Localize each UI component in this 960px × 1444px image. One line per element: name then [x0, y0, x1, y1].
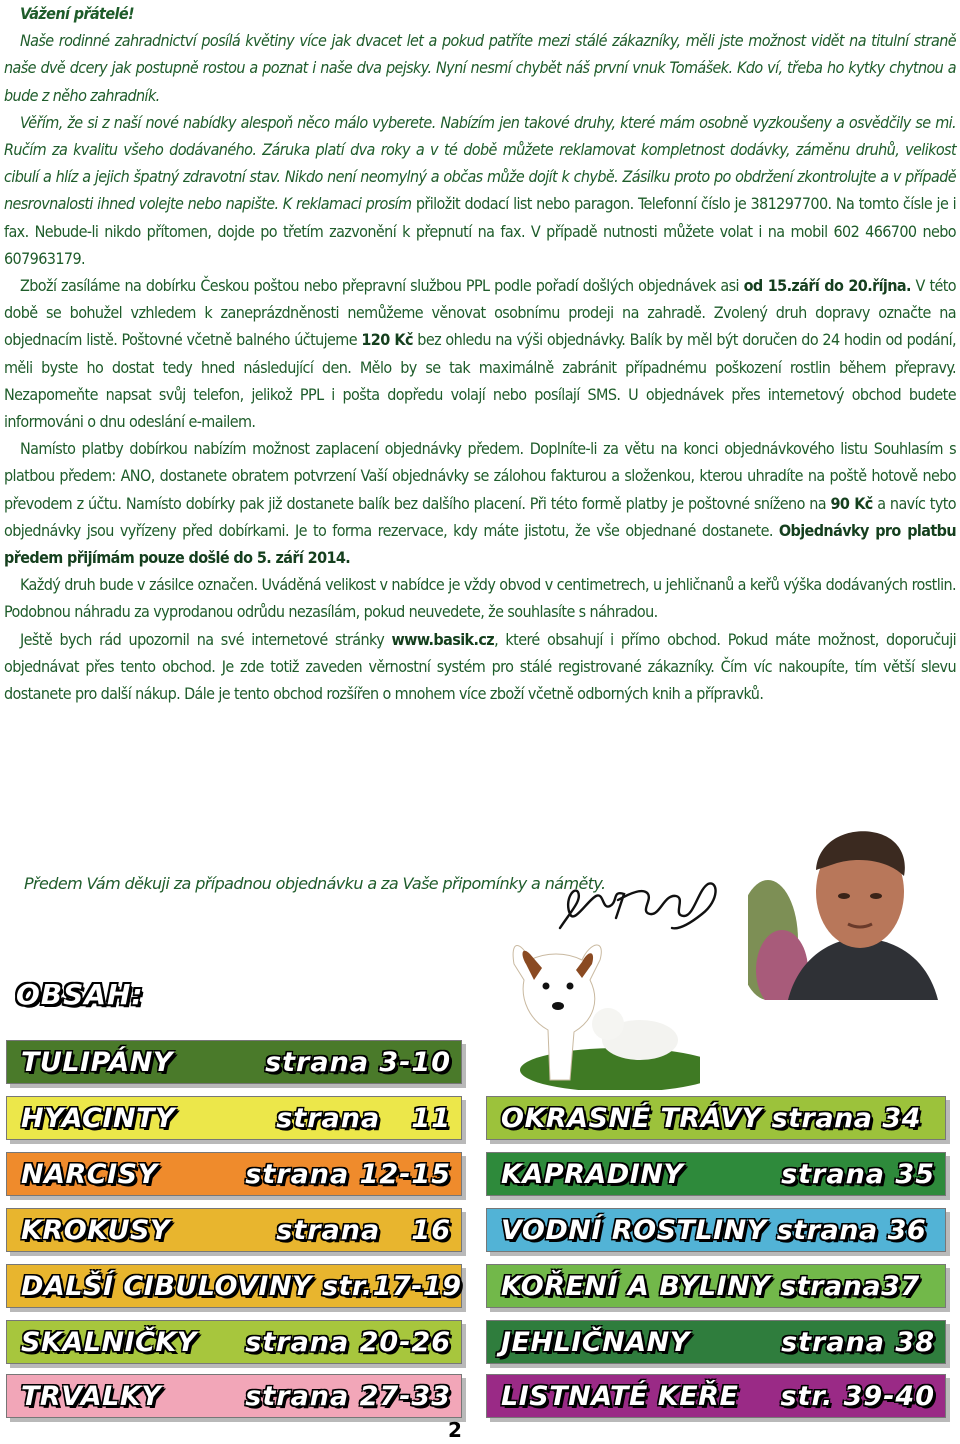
toc-section-name: OKRASNÉ TRÁVY strana 34	[501, 1102, 921, 1134]
contents-title: OBSAH:	[16, 978, 144, 1011]
toc-page-ref: strana 27-33	[245, 1380, 451, 1412]
toc-item-left-5[interactable]	[6, 1320, 462, 1364]
paragraph-prepayment	[4, 435, 956, 571]
prepay-text-b: a navíc tyto objednávky jsou vyřízeny před dobírkami. Je to forma rezervace, kdy máte jistotu, že vše objednané dostanete.	[4, 493, 956, 540]
toc-section-name: JEHLIČNANY	[501, 1326, 690, 1358]
letter-body	[4, 0, 956, 707]
toc-section-name: KAPRADINY	[501, 1158, 684, 1190]
portrait-photo	[748, 820, 948, 1000]
shipping-text-c: bez ohledu na výši objednávky. Balík by měl být doručen do 24 hodin od podání, měli byste ho dostat tedy hned následující den. Mělo by se tak maximálně zabránit případnému poškození rostlin během přepravy. Nezapomeňte napsat svůj telefon, jelikož PPL i pošta dopředu volají nebo posílají SMS. U objednávek přes internetový obchod budete informováni o dnu odeslání e-mailem.	[4, 330, 956, 432]
toc-item-left-3[interactable]	[6, 1208, 462, 1252]
toc-page-ref: strana 20-26	[245, 1326, 451, 1358]
closing-line: Předem Vám děkuji za případnou objednávku a za Vaše připomínky a náměty.	[24, 874, 606, 893]
shipping-price: 120 Kč	[361, 330, 413, 350]
dogs-photo	[490, 920, 700, 1090]
toc-item-right-4[interactable]	[486, 1320, 946, 1364]
toc-item-left-2[interactable]	[6, 1152, 462, 1196]
toc-section-name: TULIPÁNY	[21, 1046, 173, 1078]
toc-section-name: KOŘENÍ A BYLINY strana37	[501, 1270, 920, 1302]
toc-section-name: KROKUSY	[21, 1214, 171, 1246]
shipping-text-b: V této době se bohužel vzhledem k zaneprázdněnosti nemůžeme věnovat osobnímu prodeji na zahradě. Zvolený druh dopravy označte na objednacím listě. Poštovné včetně balného účtujeme	[4, 276, 956, 350]
paragraph-warranty	[4, 109, 956, 272]
toc-section-name: DALŠÍ CIBULOVINY str.17-19	[21, 1270, 462, 1302]
website-text-a: Ještě bych rád upozornil na své internetové stránky	[20, 629, 392, 649]
toc-page-ref: strana 35	[781, 1158, 935, 1190]
website-link[interactable]: www.basik.cz	[391, 629, 495, 649]
toc-page-ref: strana 12-15	[245, 1158, 451, 1190]
paragraph-family: Naše rodinné zahradnictví posílá květiny více jak dvacet let a pokud patříte mezi stálé zákazníky, měli jste možnost vidět na titulní straně naše dvě dcery jak postupně rostou a poznat i naše dva pejsky. Nyní nesmí chybět náš první vnuk Tomášek. Kdo ví, třeba ho kytky chytnou a bude z něho zahradník.	[4, 31, 956, 105]
toc-item-right-3[interactable]	[486, 1264, 946, 1308]
toc-section-name: NARCISY	[21, 1158, 158, 1190]
toc-item-right-1[interactable]	[486, 1152, 946, 1196]
website-text-b: , které obsahují i přímo obchod. Pokud máte možnost, doporučuji objednávat přes tento obchod. Je zde totiž zaveden věrnostní systém pro stálé registrované zákazníky. Čím víc nakoupíte, tím větší slevu dostanete pro další nákup. Dále je tento obchod rozšířen o mnohem více zboží včetně odborných knih a přípravků.	[4, 629, 956, 704]
toc-page-ref: str. 39-40	[780, 1380, 935, 1412]
toc-item-right-0[interactable]	[486, 1096, 946, 1140]
page-number: 2	[448, 1418, 462, 1442]
toc-section-name: LISTNATÉ KEŘE	[501, 1380, 739, 1412]
contact-text: přiložit dodací list nebo paragon. Telefonní číslo je 381297700. Na tomto čísle je i fax. Nebude-li nikdo přítomen, dojde po třetím zazvonění k přepnutí na fax. V případě nutnosti můžete volat i na mobil 602 466700 nebo 607963179.	[4, 194, 956, 268]
toc-page-ref: strana 38	[781, 1326, 935, 1358]
toc-item-left-6[interactable]	[6, 1374, 462, 1418]
paragraph-shipping	[4, 272, 956, 435]
toc-item-left-1[interactable]	[6, 1096, 462, 1140]
paragraph-website	[4, 626, 956, 708]
paragraph-labels: Každý druh bude v zásilce označen. Uváděná velikost v nabídce je vždy obvod v centimetrech, u jehličnanů a keřů výška dodávaných rostlin. Podobnou náhradu za vyprodanou odrůdu nezasílám, pokud neuvedete, že souhlasíte s náhradou.	[4, 575, 956, 622]
toc-item-right-5[interactable]	[486, 1374, 946, 1418]
toc-page-ref: strana 3-10	[265, 1046, 451, 1078]
shipping-dates: od 15.září do 20.října.	[743, 276, 911, 296]
prepay-text-a: Namísto platby dobírkou nabízím možnost zaplacení objednávky předem. Doplníte-li za větu na konci objednávkového listu Souhlasím s platbou předem: ANO, dostanete obratem potvrzení Vaší objednávky se zálohou fakturou a složenkou, kterou uhradíte na poště hotově nebo převodem z účtu. Namísto dobírky pak již dostanete balík bez dalšího placení. Při této formě platby je poštovné sníženo na	[4, 439, 956, 513]
shipping-text-a: Zboží zasíláme na dobírku Českou poštou nebo přepravní službou PPL podle pořadí došlých objednávek asi	[20, 276, 744, 296]
toc-item-left-4[interactable]	[6, 1264, 462, 1308]
toc-section-name: TRVALKY	[21, 1380, 162, 1412]
toc-section-name: HYACINTY	[21, 1102, 176, 1134]
toc-section-name: SKALNIČKY	[21, 1326, 197, 1358]
prepay-price: 90 Kč	[830, 493, 873, 513]
toc-page-ref: strana 11	[276, 1102, 451, 1134]
toc-item-right-2[interactable]	[486, 1208, 946, 1252]
toc-item-left-0[interactable]	[6, 1040, 462, 1084]
warranty-text: Věřím, že si z naší nové nabídky alespoň něco málo vyberete. Nabízím jen takové druhy, které mám osobně vyzkoušeny a osvědčily se mi. Ručím za kvalitu všeho dodávaného. Záruka platí dva roky a v té době můžete reklamovat kompletnost dodávky, záměnu druhů, velikost cibulí a hlíz a jejich špatný zdravotní stav. Nikdo není neomylný a občas může dojít k chybě. Zásilku proto po obdržení zkontrolujte a v případě nesrovnalosti ihned volejte nebo napište. K reklamaci prosím	[4, 112, 956, 214]
toc-page-ref: strana 16	[276, 1214, 451, 1246]
greeting: Vážení přátelé!	[20, 4, 134, 23]
toc-section-name: VODNÍ ROSTLINY strana 36	[501, 1214, 927, 1246]
prepay-deadline: Objednávky pro platbu předem přijímám pouze došlé do 5. září 2014.	[4, 520, 956, 568]
